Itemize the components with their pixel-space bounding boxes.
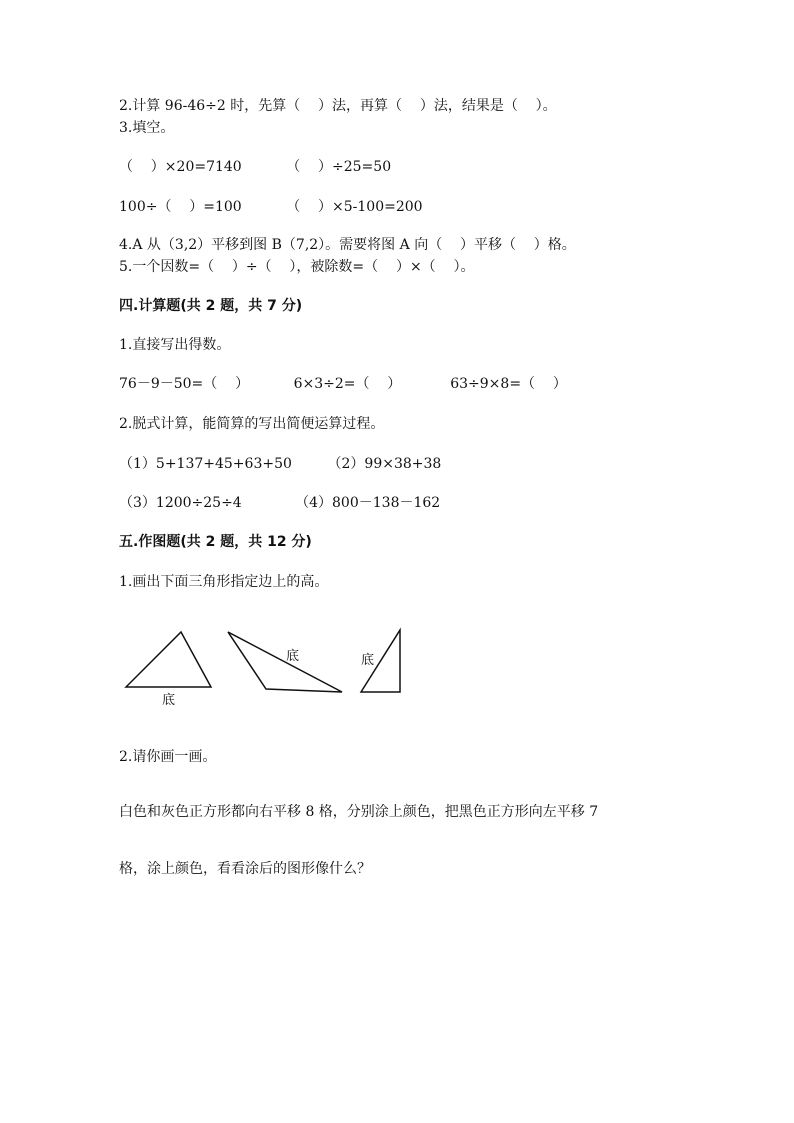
s4-q2-row1: （1）5+137+45+63+50 （2）99×38+38 (119, 456, 442, 472)
triangle-2-base-label: 底 (286, 649, 300, 664)
triangle-1 (126, 632, 211, 687)
q3-fill-title: 3.填空。 (119, 120, 175, 136)
q3-fill-row1: （ ）×20=7140 （ ）÷25=50 (119, 159, 392, 175)
s5-q2-instruction-2: 格，涂上颜色，看看涂后的图形像什么？ (119, 861, 371, 877)
q4-translation: 4.A 从（3,2）平移到图 B（7,2）。需要将图 A 向（ ）平移（ ）格。 (119, 237, 576, 253)
q2-calc-order: 2.计算 96-46÷2 时，先算（ ）法，再算（ ）法，结果是（ ）。 (119, 98, 557, 114)
s5-q2-instruction-1: 白色和灰色正方形都向右平移 8 格，分别涂上颜色，把黑色正方形向左平移 7 (119, 804, 599, 820)
s4-q1-title: 1.直接写出得数。 (119, 337, 231, 353)
triangle-2 (228, 632, 342, 692)
s4-q1-problems: 76－9－50=（ ） 6×3÷2=（ ） 63÷9×8=（ ） (119, 376, 567, 392)
triangle-1-base-label: 底 (162, 693, 176, 708)
section-5-heading: 五.作图题(共 2 题，共 12 分) (119, 534, 312, 550)
triangles-figure (118, 622, 418, 712)
section-4-heading: 四.计算题(共 2 题，共 7 分) (119, 298, 303, 314)
triangle-3-base-label: 底 (361, 653, 375, 668)
s5-q2-title: 2.请你画一画。 (119, 749, 217, 765)
s4-q2-title: 2.脱式计算，能简算的写出简便运算过程。 (119, 416, 385, 432)
q5-factor: 5.一个因数=（ ）÷（ ），被除数=（ ）×（ ）。 (119, 259, 475, 275)
s4-q2-row2: （3）1200÷25÷4 （4）800－138－162 (119, 495, 441, 511)
q3-fill-row2: 100÷（ ）=100 （ ）×5-100=200 (119, 199, 423, 215)
s5-q1-title: 1.画出下面三角形指定边上的高。 (119, 574, 329, 590)
